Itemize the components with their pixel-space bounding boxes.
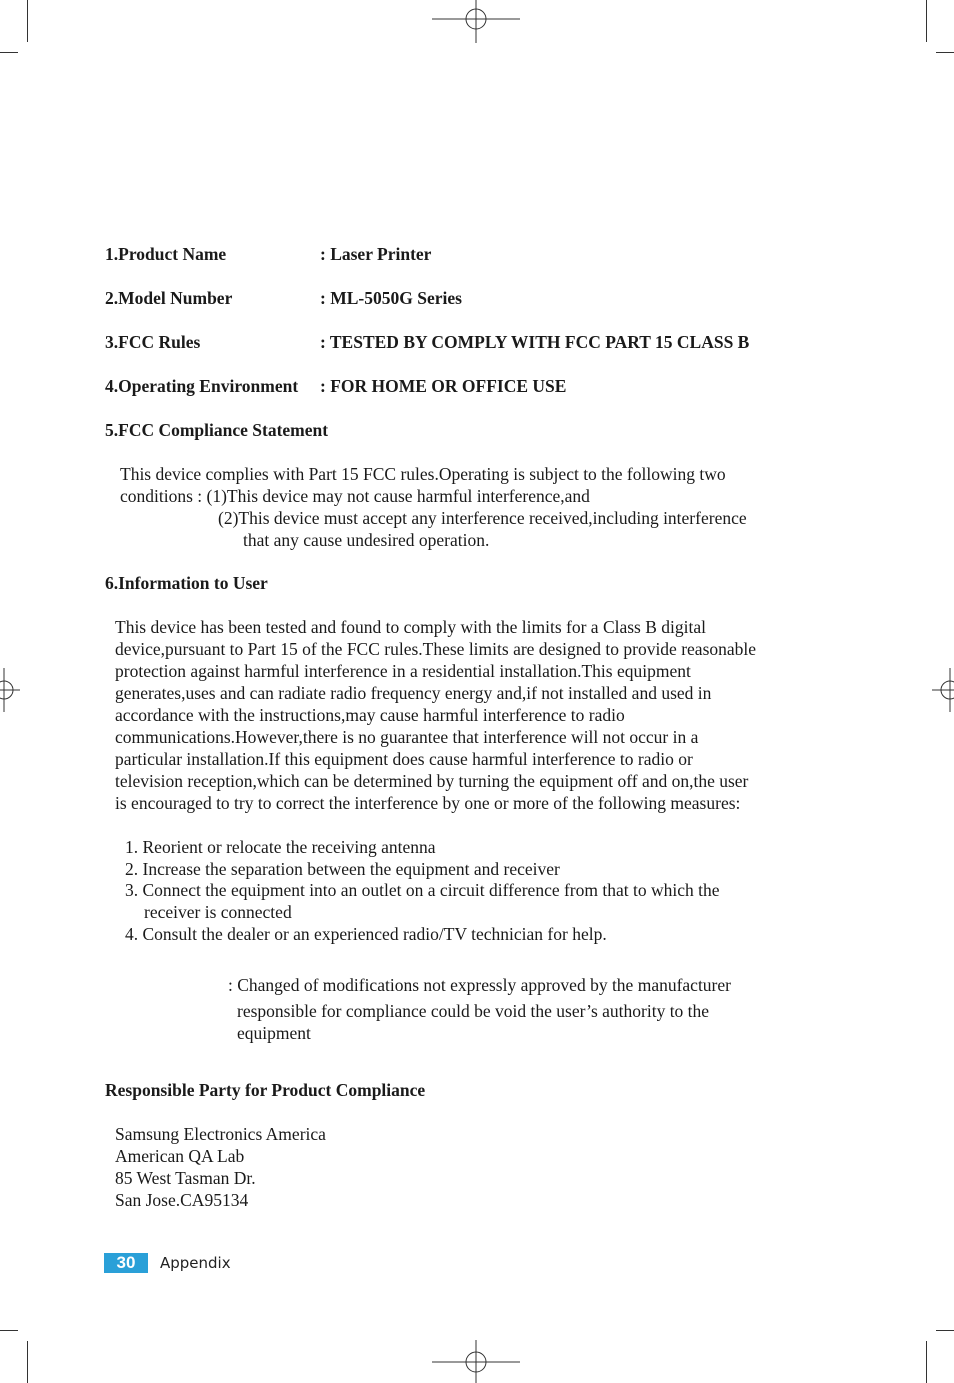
crop-mark (926, 0, 927, 42)
crop-mark (0, 52, 18, 53)
measure-item: 1. Reorient or relocate the receiving antenna (125, 837, 436, 857)
compliance-text: conditions : (1)This device may not cause harmful interference,and (120, 486, 590, 506)
address-line: Samsung Electronics America (115, 1124, 326, 1144)
info-paragraph-line: device,pursuant to Part 15 of the FCC rules.These limits are designed to provide reasonable (115, 639, 757, 659)
info-paragraph-line: generates,uses and can radiate radio frequency energy and,if not installed and used in (115, 683, 712, 703)
measure-item: 4. Consult the dealer or an experienced radio/TV technician for help. (125, 924, 607, 944)
measure-item: 3. Connect the equipment into an outlet on a circuit difference from that to which the (125, 880, 720, 900)
section-heading-compliance: 5.FCC Compliance Statement (105, 420, 329, 440)
spec-value-operating-environment: : FOR HOME OR OFFICE USE (320, 376, 567, 396)
section-heading-responsible-party: Responsible Party for Product Compliance (105, 1080, 426, 1100)
registration-mark-icon (432, 1340, 522, 1383)
caution-text: : Changed of modifications not expressly approved by the manufacturer (228, 975, 731, 995)
measure-item: 2. Increase the separation between the equipment and receiver (125, 859, 560, 879)
caution-text: equipment (237, 1023, 311, 1043)
info-paragraph-line: This device has been tested and found to comply with the limits for a Class B digital (115, 617, 707, 637)
address-line: San Jose.CA95134 (115, 1190, 249, 1210)
info-paragraph-line: is encouraged to try to correct the interference by one or more of the following measures: (115, 793, 741, 813)
caution-text: responsible for compliance could be void the user’s authority to the (237, 1001, 710, 1021)
registration-mark-icon (0, 668, 20, 712)
crop-mark (936, 1330, 954, 1331)
crop-mark (926, 1341, 927, 1383)
footer-section-label: Appendix (160, 1254, 231, 1272)
spec-label-fcc-rules: 3.FCC Rules (105, 332, 201, 352)
info-paragraph-line: communications.However,there is no guarantee that interference will not occur in a (115, 727, 699, 747)
compliance-text: This device complies with Part 15 FCC rules.Operating is subject to the following two (120, 464, 726, 484)
compliance-text: that any cause undesired operation. (243, 530, 490, 550)
info-paragraph-line: protection against harmful interference in a residential installation.This equipment (115, 661, 691, 681)
address-line: 85 West Tasman Dr. (115, 1168, 256, 1188)
spec-value-fcc-rules: : TESTED BY COMPLY WITH FCC PART 15 CLASS B (320, 332, 750, 352)
address-line: American QA Lab (115, 1146, 245, 1166)
spec-value-model-number: : ML-5050G Series (320, 288, 462, 308)
info-paragraph-line: television reception,which can be determined by turning the equipment off and on,the user (115, 771, 749, 791)
crop-mark (27, 0, 28, 42)
crop-mark (936, 52, 954, 53)
registration-mark-icon (932, 668, 954, 712)
crop-mark (27, 1341, 28, 1383)
info-paragraph-line: particular installation.If this equipment does cause harmful interference to radio or (115, 749, 693, 769)
registration-mark-icon (432, 0, 522, 44)
section-heading-information: 6.Information to User (105, 573, 268, 593)
spec-label-product-name: 1.Product Name (105, 244, 227, 264)
info-paragraph-line: accordance with the instructions,may cause harmful interference to radio (115, 705, 625, 725)
measure-item: receiver is connected (144, 902, 292, 922)
spec-label-model-number: 2.Model Number (105, 288, 233, 308)
compliance-text: (2)This device must accept any interference received,including interference (218, 508, 747, 528)
spec-value-product-name: : Laser Printer (320, 244, 432, 264)
crop-mark (0, 1330, 18, 1331)
page-number-badge: 30 (104, 1253, 148, 1273)
spec-label-operating-environment: 4.Operating Environment (105, 376, 299, 396)
